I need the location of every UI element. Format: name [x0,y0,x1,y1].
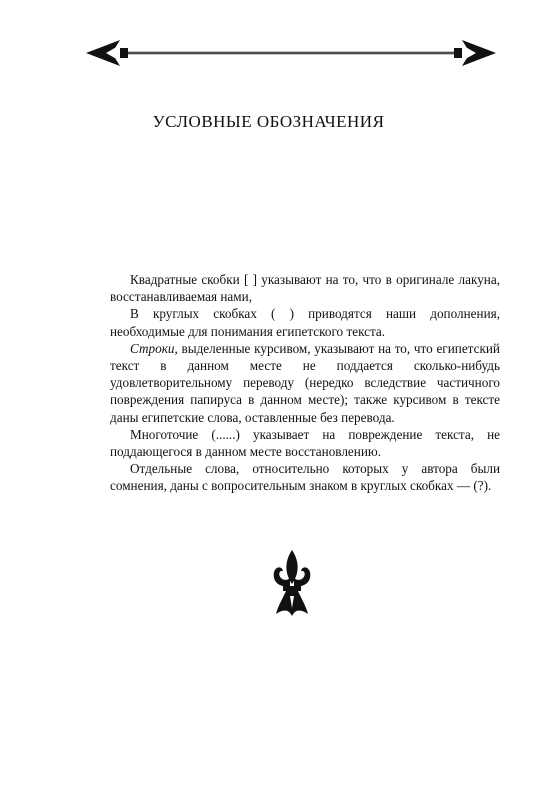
paragraph-square-brackets: Квадратные скобки [ ] указывают на то, что в оригинале лакуна, восстанавливаемая нами, [110,272,500,305]
paragraph-round-brackets: В круглых скобках ( ) приводятся наши дополнения, необходимые для понимания египетского текста. [110,306,500,339]
paragraph-question-mark: Отдельные слова, относительно которых у автора были сомнения, даны с вопросительным знаком в круглых скобках — (?). [110,461,500,494]
italic-paragraph-rest: , выделенные курсивом, указывают на то, что египетский текст в данном месте не поддается сколько-нибудь удовлетворительному переводу (нередко вследствие частичного повреждения папируса в данном месте); также курсивом в тексте даны египетские слова, оставленные без перевода. [110,340,500,425]
double-arrow-icon [86,36,496,70]
paragraph-ellipsis: Многоточие (......) указывает на повреждение текста, не поддающегося в данном месте восстановлению. [110,426,500,460]
fleur-de-lis-icon [270,548,314,618]
paragraph-italic [110,340,500,426]
legend-body [110,271,500,495]
page-title: УСЛОВНЫЕ ОБОЗНАЧЕНИЯ [152,112,385,131]
italic-term: Строки [130,340,175,356]
